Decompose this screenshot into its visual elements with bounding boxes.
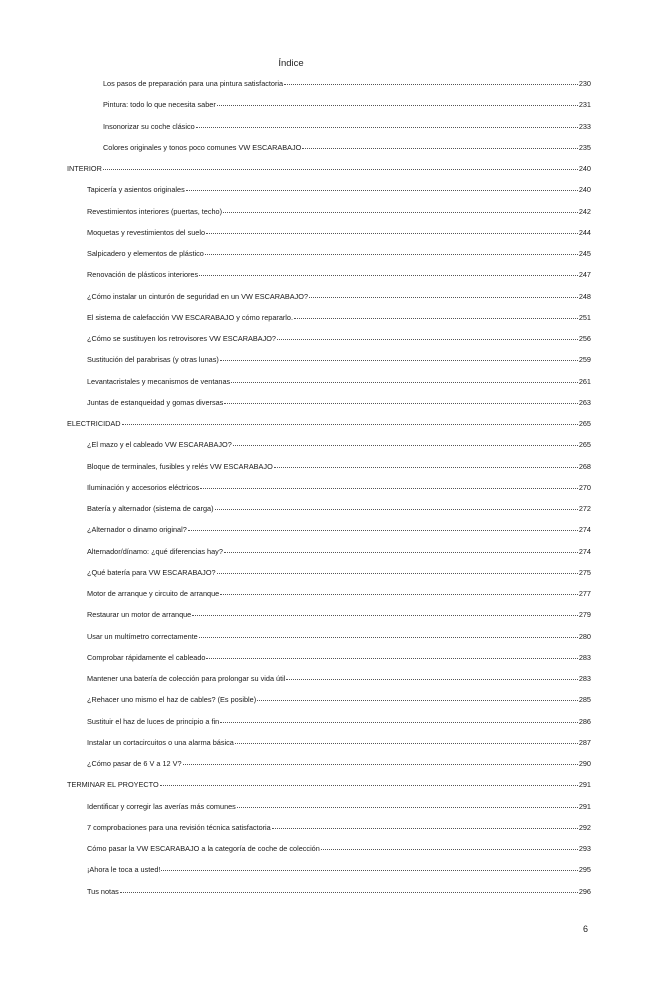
toc-section-entry[interactable] [67,419,591,429]
toc-entry-page: 274 [578,525,591,535]
toc-entry[interactable] [87,802,591,812]
toc-section-entry[interactable] [67,780,591,790]
toc-entry[interactable] [87,440,591,450]
toc-entry[interactable] [87,759,591,769]
toc-entry-title: Insonorizar su coche clásico [103,121,195,131]
dot-leader [321,843,578,850]
toc-entry-title: Bloque de terminales, fusibles y relés VW ESCARABAJO [87,461,273,471]
toc-entry[interactable] [103,100,591,110]
toc-entry[interactable] [87,865,591,875]
toc-entry-page: 259 [578,355,591,365]
toc-entry-page: 247 [578,270,591,280]
toc-entry-page: 272 [578,504,591,513]
toc-entry-page: 277 [578,589,591,598]
toc-entry[interactable] [87,249,591,259]
toc-entry-page: 274 [578,546,591,556]
toc-entry[interactable] [87,887,591,897]
toc-entry[interactable] [103,122,591,132]
toc-entry-title: Salpicadero y elementos de plástico [87,249,204,258]
dot-leader [294,312,578,319]
toc-entry[interactable] [87,568,591,578]
toc-entry-page: 233 [578,121,591,131]
dot-leader [206,227,578,234]
toc-entry-page: 291 [578,801,591,811]
toc-entry-page: 293 [578,844,591,853]
toc-entry-page: 265 [578,440,591,450]
toc-entry[interactable] [87,695,591,705]
toc-entry-title: Tapicería y asientos originales [87,185,185,195]
toc-entry-title: ¿Alternador o dinamo original? [87,525,187,535]
toc-entry-page: 283 [578,674,591,683]
dot-leader [220,354,578,361]
toc-entry-title: ¿Rehacer uno mismo el haz de cables? (Es posible) [87,695,257,705]
toc-entry-title: Los pasos de preparación para una pintura satisfactoria [103,79,284,88]
dot-leader [286,673,577,680]
toc-entry-page: 245 [578,249,591,258]
toc-entry-title: ¿El mazo y el cableado VW ESCARABAJO? [87,440,232,450]
toc-entry[interactable] [87,547,591,557]
dot-leader [224,397,578,404]
toc-entry-page: 251 [578,312,591,322]
toc-entry-page: 290 [578,759,591,768]
toc-entry-page: 231 [578,100,591,110]
dot-leader [120,886,578,893]
dot-leader [192,609,578,616]
dot-leader [231,376,578,383]
toc-entry-page: 283 [578,652,591,662]
dot-leader [220,716,578,723]
dot-leader [257,694,578,701]
toc-entry-page: 286 [578,716,591,726]
toc-entry-page: 270 [578,482,591,492]
dot-leader [272,822,578,829]
dot-leader [186,184,578,191]
page-title: Índice [278,58,304,69]
toc-entry[interactable] [87,632,591,642]
toc-entry-title: ¿Cómo se sustituyen los retrovisores VW ESCARABAJO? [87,334,276,343]
toc-entry-title: 7 comprobaciones para una revisión técnica satisfactoria [87,822,271,832]
dot-leader [224,546,578,553]
dot-leader [223,206,578,213]
dot-leader [122,418,578,425]
toc-entry[interactable] [87,674,591,684]
toc-entry-title: Levantacristales y mecanismos de ventanas [87,376,231,386]
dot-leader [161,864,577,871]
toc-entry-page: 244 [578,227,591,237]
dot-leader [206,652,577,659]
toc-entry[interactable] [87,483,591,493]
dot-leader [205,248,578,255]
toc-entry-title: Moquetas y revestimientos del suelo [87,227,206,237]
toc-entry-page: 275 [578,567,591,577]
toc-entry-page: 295 [578,865,591,875]
dot-leader [274,461,578,468]
toc-entry-page: 240 [578,185,591,195]
toc-entry[interactable] [87,525,591,535]
toc-entry[interactable] [87,377,591,387]
toc-entry[interactable] [103,79,591,89]
toc-entry-title: Mantener una batería de colección para prolongar su vida útil [87,674,286,683]
dot-leader [309,291,578,298]
toc-entry[interactable] [87,270,591,280]
toc-entry-page: 263 [578,397,591,407]
toc-entry[interactable] [87,717,591,727]
dot-leader [237,801,578,808]
toc-entry[interactable] [87,589,591,599]
toc-entry-page: 268 [578,461,591,471]
toc-entry[interactable] [87,207,591,217]
toc-entry-title: Renovación de plásticos interiores [87,270,199,280]
toc-entry-title: Motor de arranque y circuito de arranque [87,589,220,598]
toc-entry-page: 230 [578,79,591,88]
toc-entry-page: 265 [578,419,591,428]
dot-leader [183,758,578,765]
dot-leader [199,269,578,276]
toc-entry-page: 261 [578,376,591,386]
dot-leader [235,737,578,744]
toc-entry-title: ¡Ahora le toca a usted! [87,865,161,875]
toc-entry-page: 285 [578,695,591,705]
toc-entry-page: 235 [578,142,591,152]
dot-leader [215,503,578,510]
toc-entry-title: Batería y alternador (sistema de carga) [87,504,214,513]
dot-leader [103,163,578,170]
toc-entry-page: 291 [578,780,591,790]
dot-leader [302,142,577,149]
toc-entry-page: 256 [578,334,591,343]
dot-leader [284,78,578,85]
toc-entry-title: Sustitución del parabrisas (y otras lunas) [87,355,219,365]
toc-entry-title: Restaurar un motor de arranque [87,610,192,620]
toc-entry[interactable] [87,844,591,854]
toc-entry-title: Usar un multímetro correctamente [87,631,198,641]
toc-entry-page: 248 [578,291,591,301]
toc-entry-title: Pintura: todo lo que necesita saber [103,100,216,110]
toc-entry-title: Identificar y corregir las averías más comunes [87,801,236,811]
toc-section-entry[interactable] [67,164,591,174]
toc-entry-page: 240 [578,164,591,173]
toc-entry-title: TERMINAR EL PROYECTO [67,780,159,790]
toc-entry-title: El sistema de calefacción VW ESCARABAJO y cómo repararlo. [87,312,294,322]
toc-entry-page: 296 [578,886,591,896]
toc-entry[interactable] [87,504,591,514]
toc-entry-title: Sustituir el haz de luces de principio a fin [87,716,220,726]
toc-entry[interactable] [87,355,591,365]
toc-entry-title: INTERIOR [67,164,102,173]
toc-entry-title: Alternador/dínamo: ¿qué diferencias hay? [87,546,223,556]
dot-leader [200,482,577,489]
dot-leader [160,779,578,786]
toc-entry-title: Iluminación y accesorios eléctricos [87,482,200,492]
dot-leader [220,588,578,595]
dot-leader [188,524,578,531]
toc-entry-title: Colores originales y tonos poco comunes VW ESCARABAJO [103,142,302,152]
toc-entry-title: Revestimientos interiores (puertas, techo) [87,206,223,216]
toc-entry[interactable] [87,185,591,195]
toc-entry-page: 287 [578,737,591,747]
toc-entry-title: ¿Cómo pasar de 6 V a 12 V? [87,759,182,768]
toc-entry[interactable] [103,143,591,153]
toc-entry-page: 280 [578,631,591,641]
toc-entry-title: Cómo pasar la VW ESCARABAJO a la categoría de coche de colección [87,844,320,853]
dot-leader [199,631,578,638]
toc-entry[interactable] [87,462,591,472]
toc-entry[interactable] [87,292,591,302]
toc-entry-title: Comprobar rápidamente el cableado [87,652,206,662]
dot-leader [233,439,578,446]
dot-leader [217,567,578,574]
toc-entry[interactable] [87,610,591,620]
toc-entry[interactable] [87,738,591,748]
toc-entry-page: 292 [578,822,591,832]
page-number: 6 [583,924,589,934]
toc-entry[interactable] [87,228,591,238]
toc-entry-title: Juntas de estanqueidad y gomas diversas [87,397,224,407]
toc-entry-page: 279 [578,610,591,620]
toc-entry-title: Tus notas [87,886,119,896]
toc-entry-title: ¿Cómo instalar un cinturón de seguridad en un VW ESCARABAJO? [87,291,309,301]
toc-entry[interactable] [87,653,591,663]
toc-entry[interactable] [87,398,591,408]
dot-leader [217,99,578,106]
toc-entry-title: ¿Qué batería para VW ESCARABAJO? [87,567,216,577]
toc-entry[interactable] [87,823,591,833]
toc-entry-title: Instalar un cortacircuitos o una alarma básica [87,737,234,747]
dot-leader [196,121,578,128]
toc-entry[interactable] [87,313,591,323]
dot-leader [277,333,578,340]
toc-entry-page: 242 [578,206,591,216]
toc-entry-title: ELECTRICIDAD [67,419,121,428]
toc-entry[interactable] [87,334,591,344]
